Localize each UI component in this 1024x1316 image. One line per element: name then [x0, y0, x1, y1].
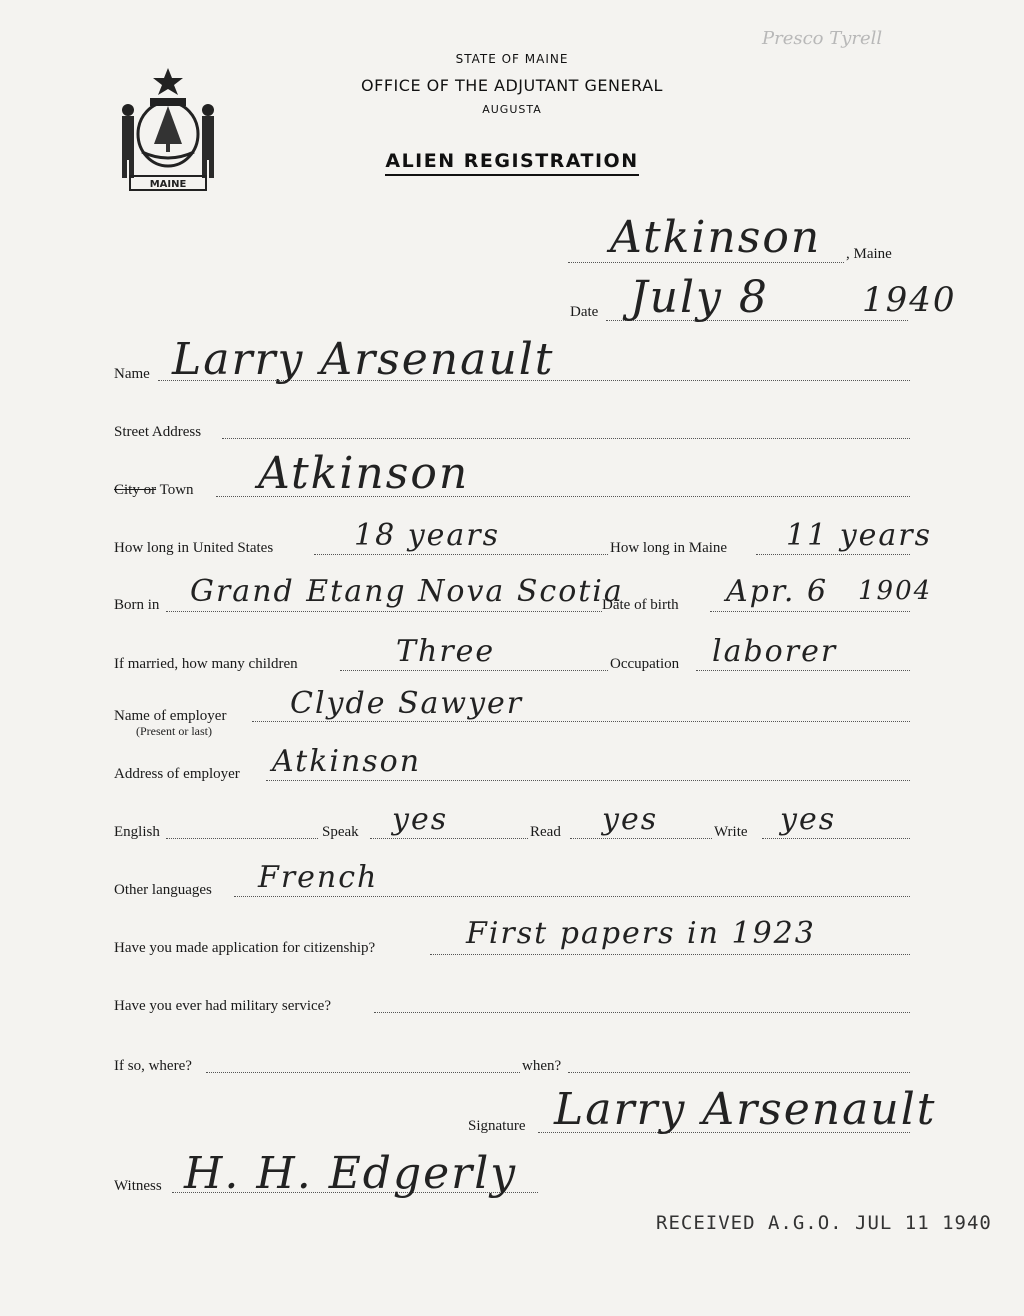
employer-address-value: Atkinson [272, 744, 422, 779]
military-line [374, 1012, 910, 1013]
occupation-line [696, 670, 910, 671]
where-line [206, 1072, 520, 1073]
military-label: Have you ever had military service? [114, 998, 331, 1014]
date-label: Date [570, 304, 599, 320]
date-year-value: 1940 [862, 280, 957, 320]
other-languages-value: French [258, 860, 379, 895]
town-heading-value: Atkinson [610, 212, 822, 263]
speak-label: Speak [322, 824, 359, 840]
how-long-maine-label: How long in Maine [610, 540, 728, 556]
children-value: Three [396, 634, 496, 669]
born-in-line [166, 611, 602, 612]
pencil-note: Presco Tyrell [762, 28, 883, 49]
signature-label: Signature [468, 1118, 526, 1134]
name-value: Larry Arsenault [172, 334, 555, 385]
street-address-line [222, 438, 910, 439]
write-line [762, 838, 910, 839]
header-state: STATE OF MAINE [455, 52, 569, 66]
how-long-us-label: How long in United States [114, 540, 274, 556]
write-value: yes [780, 802, 837, 837]
read-line [570, 838, 712, 839]
header-city: AUGUSTA [482, 103, 542, 116]
married-children-label: If married, how many children [114, 656, 298, 672]
street-address-label: Street Address [114, 424, 202, 440]
date-value: July 8 [630, 272, 769, 323]
occupation-label: Occupation [610, 656, 680, 672]
born-in-label: Born in [114, 597, 160, 613]
employer-line [252, 721, 910, 722]
date-of-birth-value: Apr. 6 [726, 574, 829, 609]
read-label: Read [530, 824, 561, 840]
signature-value: Larry Arsenault [554, 1084, 937, 1135]
form-title: ALIEN REGISTRATION [385, 150, 638, 176]
when-label: when? [522, 1058, 562, 1074]
town-value: Atkinson [258, 448, 470, 499]
how-long-us-line [314, 554, 608, 555]
name-label: Name [114, 366, 150, 382]
write-label: Write [714, 824, 748, 840]
employer-note: (Present or last) [136, 724, 212, 738]
citizenship-label: Have you made application for citizenship? [114, 940, 376, 956]
born-in-value: Grand Etang Nova Scotia [190, 574, 624, 609]
birth-year-value: 1904 [858, 576, 933, 606]
received-stamp: RECEIVED A.G.O. JUL 11 1940 [656, 1212, 992, 1234]
date-of-birth-label: Date of birth [602, 597, 679, 613]
speak-line [370, 838, 528, 839]
children-line [340, 670, 608, 671]
english-label: English [114, 824, 160, 840]
read-value: yes [602, 802, 659, 837]
employer-label: Name of employer [114, 708, 227, 724]
citizenship-line [430, 954, 910, 955]
where-label: If so, where? [114, 1058, 192, 1074]
how-long-maine-line [756, 554, 910, 555]
maine-label: , Maine [846, 246, 892, 262]
how-long-maine-value: 11 years [786, 518, 933, 553]
date-of-birth-line [710, 611, 910, 612]
employer-address-line [266, 780, 910, 781]
witness-value: H. H. Edgerly [184, 1148, 518, 1199]
city-label-struck: City or [114, 482, 157, 498]
speak-value: yes [392, 802, 449, 837]
how-long-us-value: 18 years [354, 518, 501, 553]
citizenship-value: First papers in 1923 [466, 916, 816, 951]
english-line [166, 838, 318, 839]
employer-value: Clyde Sawyer [290, 686, 524, 721]
witness-label: Witness [114, 1178, 162, 1194]
other-languages-line [234, 896, 910, 897]
seal-banner-text: MAINE [149, 179, 187, 190]
when-line [568, 1072, 910, 1073]
occupation-value: laborer [712, 634, 838, 669]
header-office: OFFICE OF THE ADJUTANT GENERAL [361, 76, 663, 95]
town-label: Town [156, 482, 194, 498]
employer-address-label: Address of employer [114, 766, 240, 782]
other-languages-label: Other languages [114, 882, 212, 898]
